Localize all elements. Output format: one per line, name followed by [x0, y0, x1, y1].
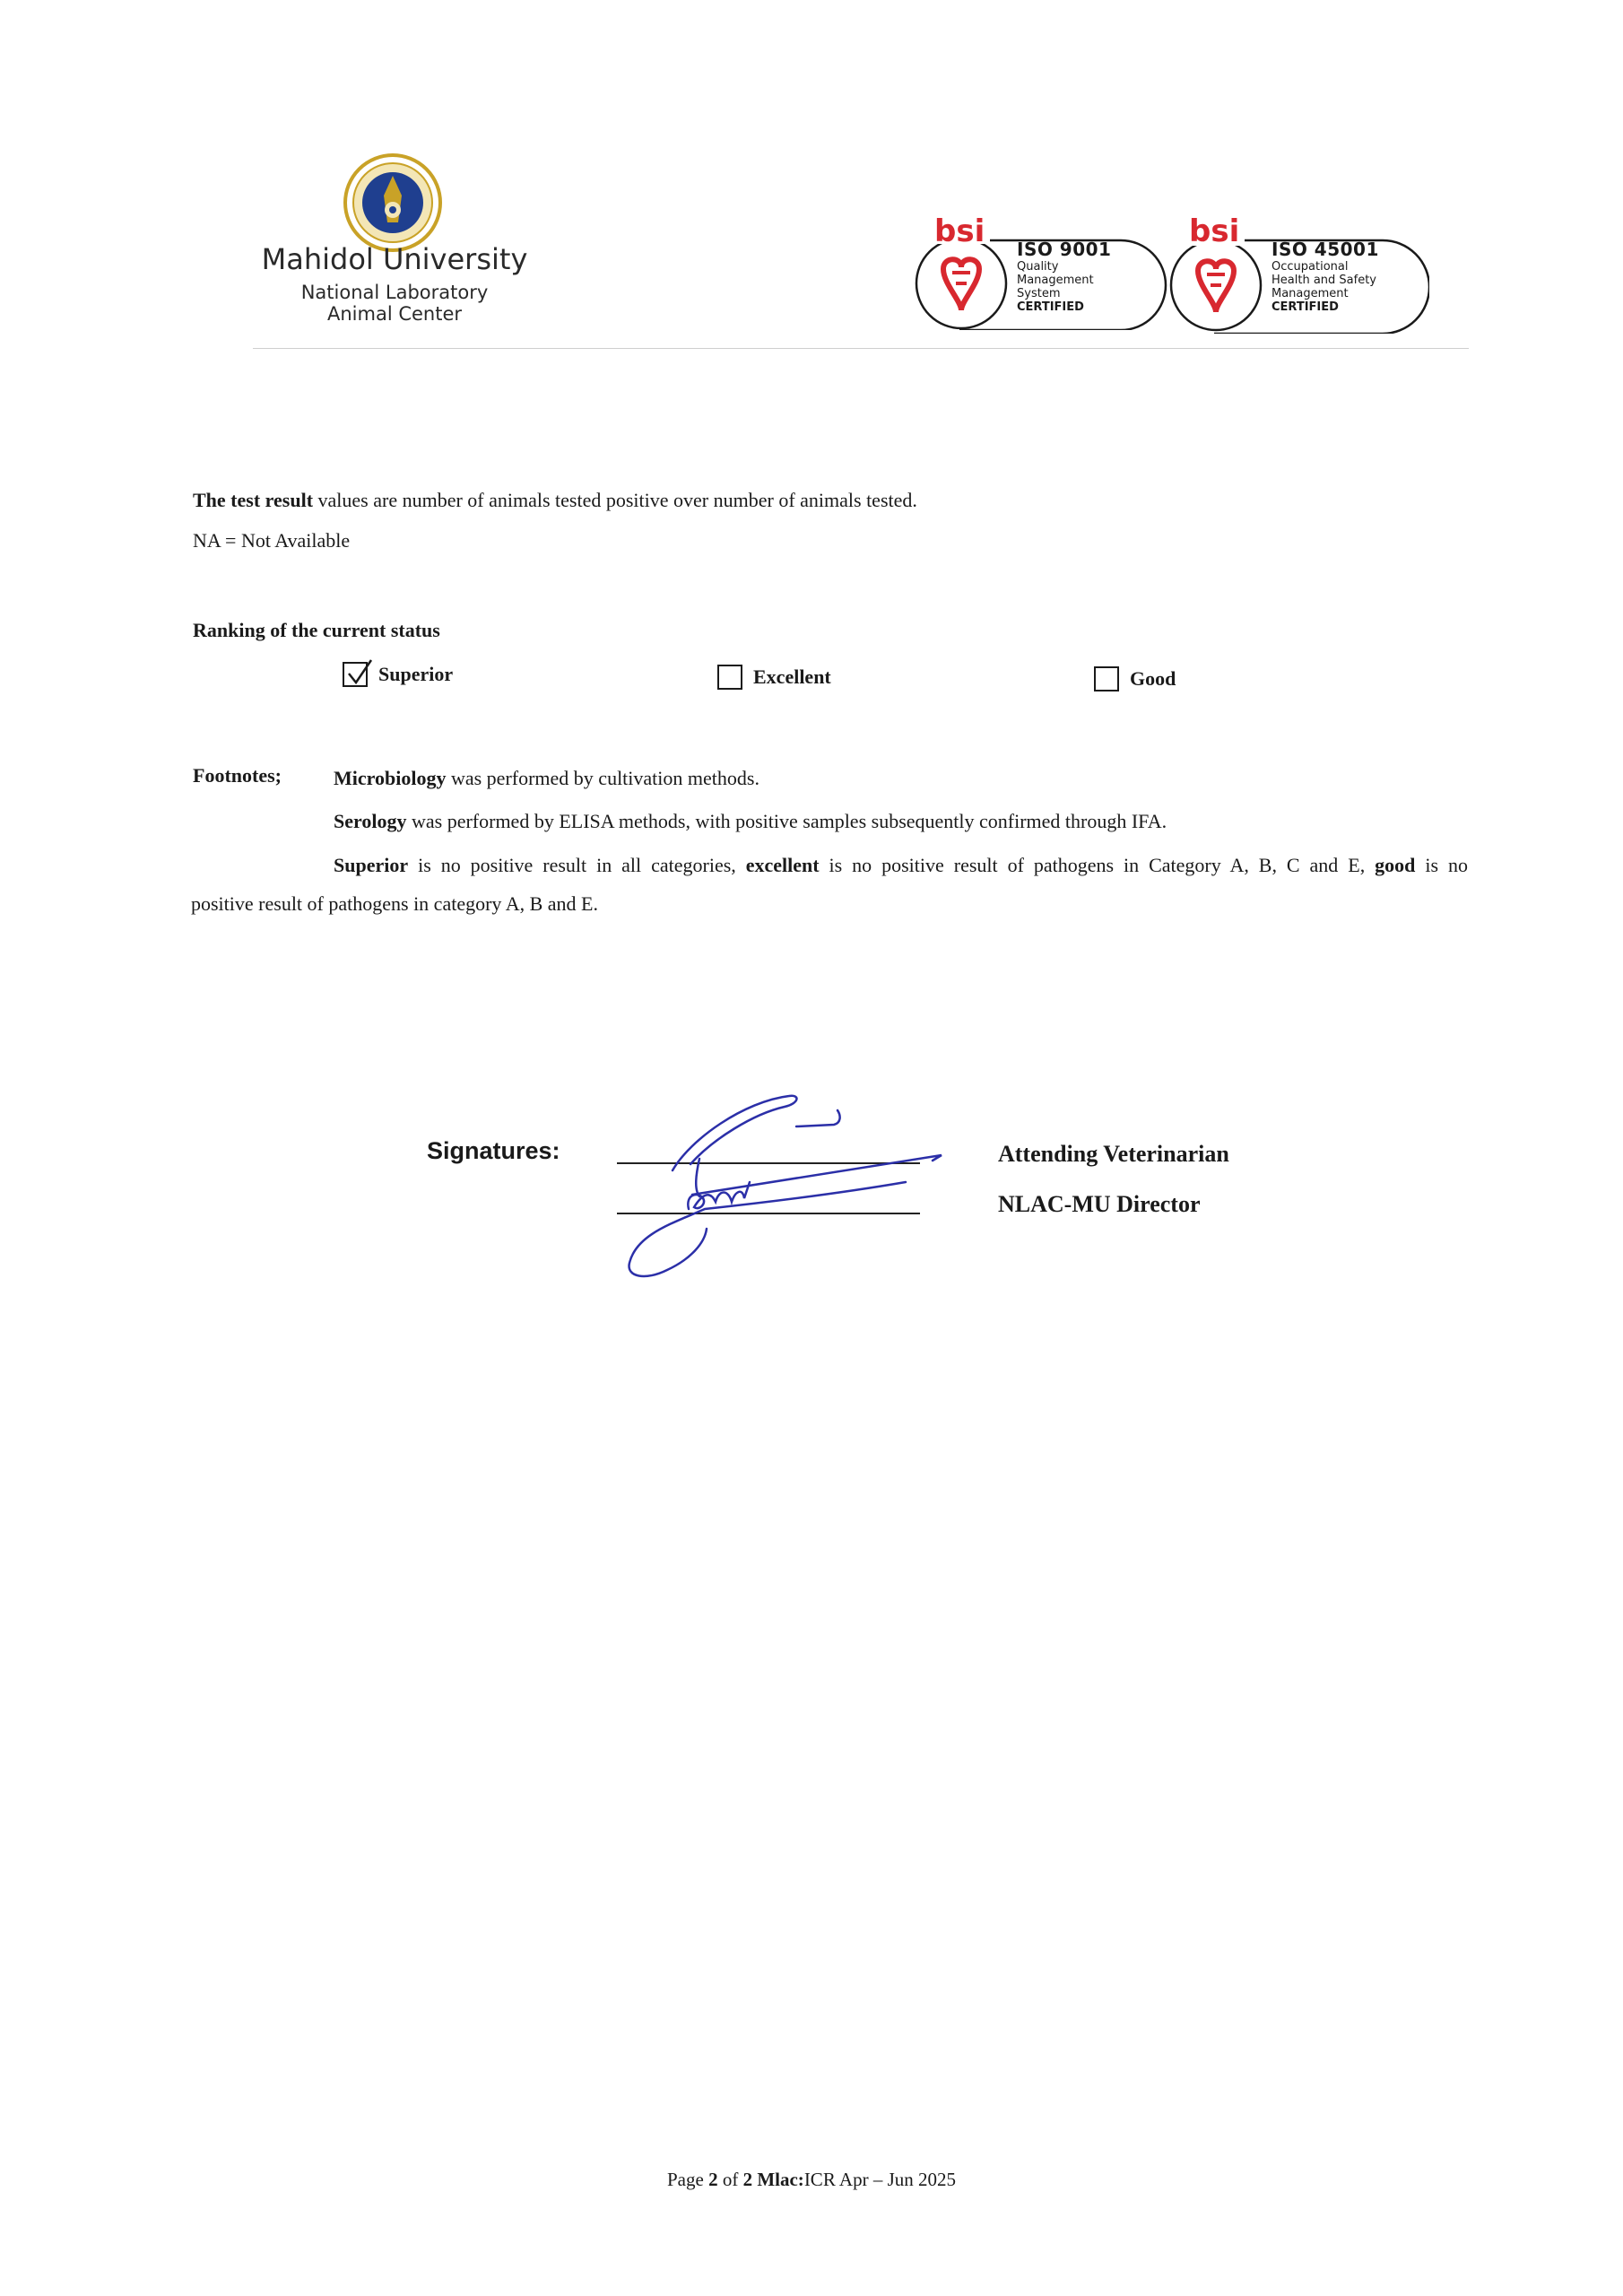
ranking-label: Superior [378, 663, 454, 685]
ranking-option-excellent[interactable] [717, 665, 831, 690]
cert-desc-line: Health and Safety [1271, 274, 1376, 287]
page-number: 2 [708, 2169, 718, 2190]
bsi-logo: bsi [1189, 213, 1240, 249]
footnote-ranking-definitions [334, 854, 1468, 877]
iso-45001-badge [1160, 213, 1429, 334]
ranking-option-superior[interactable] [343, 662, 453, 687]
footnote-term: good [1375, 854, 1416, 876]
footnote-term: Microbiology [334, 767, 447, 789]
cert-code: ISO 45001 [1271, 239, 1379, 260]
footnote-text: is no positive result in all categories, [408, 854, 746, 876]
page-of: of [717, 2169, 743, 2190]
test-result-bold: The test result [193, 489, 314, 511]
footnote-term: Serology [334, 810, 407, 832]
ranking-option-good[interactable] [1094, 666, 1176, 691]
na-note: NA = Not Available [193, 529, 351, 552]
checkbox-unchecked[interactable] [717, 665, 742, 690]
page-total: 2 [742, 2169, 753, 2190]
checkbox-unchecked[interactable] [1094, 666, 1119, 691]
footnote-term: excellent [745, 854, 820, 876]
footnotes-label: Footnotes; [193, 764, 282, 787]
center-name-line2: Animal Center [326, 303, 463, 325]
ranking-title: Ranking of the current status [193, 619, 440, 641]
handwritten-signature [610, 1076, 950, 1292]
footnote-continuation: positive result of pathogens in category A, B and E. [191, 892, 598, 915]
iso-9001-badge [906, 213, 1175, 330]
ranking-label: Excellent [753, 665, 831, 688]
test-result-note [193, 489, 917, 512]
checkbox-checked[interactable] [343, 662, 368, 687]
footnote-text: is no positive result of pathogens in Category A, B, C and E, [819, 854, 1376, 876]
doc-code-rest: ICR Apr – Jun 2025 [803, 2169, 956, 2190]
cert-desc-line: Management [1271, 287, 1349, 300]
doc-code-prefix: Mlac: [752, 2169, 804, 2190]
footnote-microbiology [334, 767, 759, 790]
footnote-serology [334, 810, 1167, 833]
university-name: Mahidol University [261, 242, 528, 276]
university-seal [343, 152, 443, 253]
cert-desc-line: Management [1017, 274, 1094, 287]
cert-status: CERTIFIED [1017, 300, 1084, 314]
test-result-text: values are number of animals tested positive over number of animals tested. [313, 489, 917, 511]
director-title: NLAC-MU Director [998, 1191, 1201, 1217]
header-divider [253, 348, 1469, 349]
page-footer [0, 2169, 1623, 2191]
footnote-term: Superior [334, 854, 409, 876]
checkmark-icon [344, 658, 375, 689]
footnote-text: is no [1415, 854, 1468, 876]
footnote-text: was performed by cultivation methods. [446, 767, 759, 789]
cert-status: CERTIFIED [1271, 300, 1339, 314]
ranking-label: Good [1130, 667, 1176, 690]
center-name-line1: National Laboratory [300, 282, 489, 303]
page-prefix: Page [667, 2169, 709, 2190]
cert-desc-line: System [1017, 287, 1061, 300]
cert-code: ISO 9001 [1017, 239, 1112, 260]
signatures-label: Signatures: [427, 1137, 560, 1164]
center-name [215, 282, 574, 325]
cert-desc-line: Occupational [1271, 260, 1349, 274]
bsi-logo: bsi [934, 213, 985, 249]
cert-desc-line: Quality [1017, 260, 1059, 274]
footnote-text: was performed by ELISA methods, with positive samples subsequently confirmed through IFA. [406, 810, 1167, 832]
attending-veterinarian-title: Attending Veterinarian [998, 1141, 1229, 1167]
